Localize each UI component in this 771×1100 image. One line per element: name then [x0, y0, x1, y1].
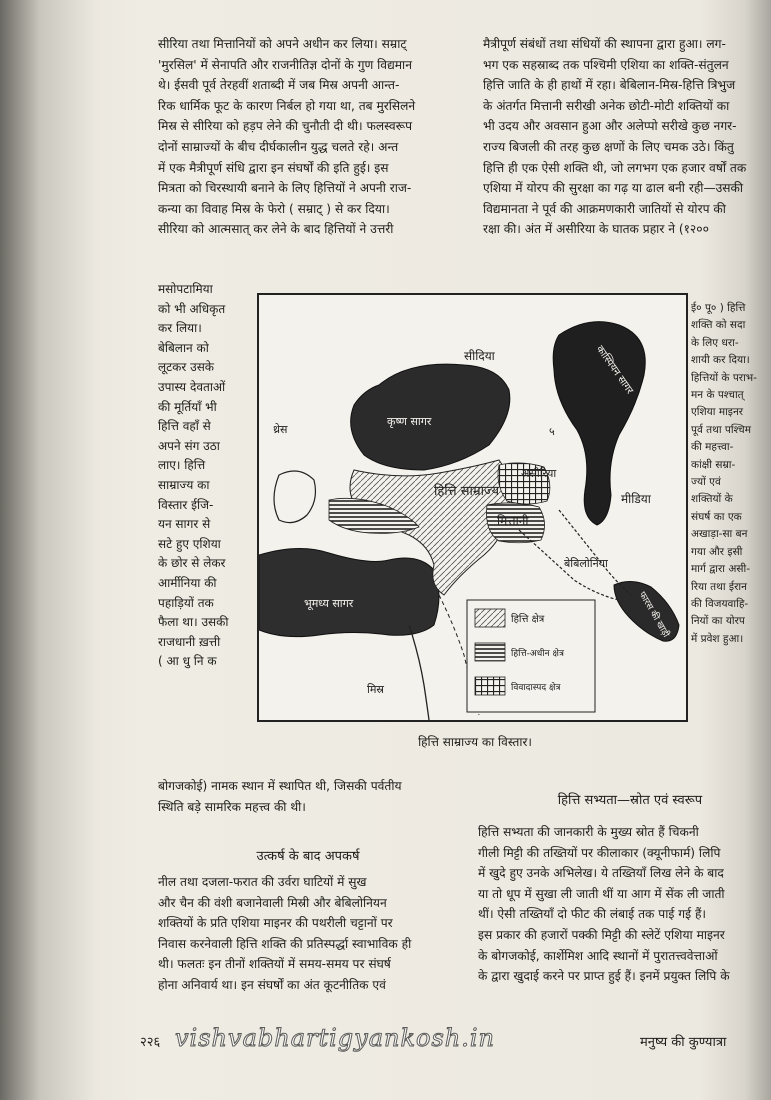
map-label-island-numeral: ५	[549, 425, 555, 438]
text-line: संघर्ष का एक	[691, 510, 742, 523]
text-line: एशिया में योरप की सुरक्षा का गढ़ या ढाल बनी रही—उसकी	[483, 181, 744, 196]
text-line: के द्वारा खुदाई करने पर प्राप्त हुई हैं। इनमें प्रयुक्त लिपि के	[478, 969, 730, 984]
text-line: थी। फलतः इन तीनों शक्तियों में समय-समय पर संघर्ष	[158, 957, 391, 972]
text-line: ( आ धु नि क	[158, 654, 217, 669]
text-line: और चैन की वंशी बजानेवाली मिस्री और बेबिलोनियन	[158, 895, 387, 910]
text-line: भग एक सहस्राब्द तक पश्चिमी एशिया का शक्ति-संतुलन	[483, 57, 729, 72]
text-line: मैत्रीपूर्ण संबंधों तथा संधियों की स्थापना द्वारा हुआ। लग-	[483, 37, 726, 51]
text-line: शक्ति को सदा	[691, 319, 746, 332]
text-line: के लिए धरा-	[691, 336, 739, 349]
text-line: गया और इसी	[691, 545, 743, 558]
map-label-assyria: असीरिया	[521, 467, 557, 480]
text-line: निवास करनेवाली हित्ति शक्ति की प्रतिस्पर्द्धा स्वाभाविक ही	[158, 936, 412, 951]
text-line: नील तथा दजला-फरात की उर्वरा घाटियों में सुख	[158, 875, 367, 889]
map-drawing	[259, 295, 686, 720]
text-line: दोनों साम्राज्यों के बीच दीर्घकालीन युद्ध चलते रहे। अन्त	[158, 139, 399, 154]
map-label-black-sea: कृष्ण सागर	[387, 415, 432, 428]
text-line: विद्यमानता ने पूर्व की आक्रमणकारी जातियों से योरप की	[483, 201, 726, 216]
text-line: इस प्रकार की हजारों पक्की मिट्टी की स्लेटें एशिया माइनर	[478, 927, 725, 942]
left-column-tail-text	[158, 776, 478, 817]
text-line: हित्ति ही एक ऐसी शक्ति थी, जो लगभग एक हजार वर्षों तक	[483, 160, 747, 175]
text-line: आर्मीनिया की	[158, 575, 217, 590]
text-line: रिक धार्मिक फूट के कारण निर्बल हो गया था, तब मुरसिलने	[158, 98, 416, 113]
text-line: बोगजकोई) नामक स्थान में स्थापित थी, जिसकी पर्वतीय	[158, 779, 402, 793]
text-line: रक्षा की। अंत में असीरिया के घातक प्रहार ने (१२००	[483, 222, 709, 237]
text-line: लूटकर उसके	[158, 360, 215, 375]
map-legend	[467, 600, 595, 712]
text-line: में प्रवेश हुआ।	[691, 632, 744, 645]
text-line: को भी अधिकृत	[158, 301, 226, 316]
text-line: एशिया माइनर	[691, 406, 744, 419]
map-label-mitanni: मित्तानी	[497, 514, 529, 528]
text-line: ज्यों एवं	[691, 476, 721, 489]
text-line: पूर्व तथा पश्चिम	[691, 423, 751, 436]
text-line: राजधानी ख़त्ती	[158, 634, 221, 649]
hittite-empire-map	[257, 293, 688, 722]
map-label-hittite-empire: हित्ति साम्राज्य	[434, 484, 500, 499]
text-line: में खुदे हुए उनके अभिलेख। ये तख्तियाँ लिख लेने के बाद	[478, 866, 724, 881]
text-line: मसोपटामिया	[158, 282, 213, 296]
map-label-scythia: सीदिया	[464, 349, 495, 363]
text-line: में एक मैत्रीपूर्ण संधि द्वारा इन संघर्षों की इति हुई। इस	[158, 160, 389, 175]
text-line: उपास्य देवताओं	[158, 379, 226, 394]
text-line: शायी कर दिया।	[691, 354, 750, 367]
text-line: लाए। हित्ति	[158, 458, 206, 473]
watermark: vishvabhartigyankosh.in	[175, 1024, 496, 1052]
text-line: मार्ग द्वारा असी-	[691, 563, 750, 576]
page-number: २२६	[140, 1035, 161, 1050]
legend-label-hittite-area: हित्ति क्षेत्र	[511, 614, 545, 625]
text-line: यन सागर से	[158, 517, 211, 532]
map-label-persian-gulf: फारस की खाड़ी	[636, 590, 671, 640]
text-line: भी उदय और अवसान हुआ और अलेप्पो सरीखे कुछ नगर-	[483, 119, 737, 134]
left-column-bottom-text	[158, 872, 458, 996]
text-line: शक्तियों के प्रति एशिया माइनर की पथरीली चट्टानों पर	[158, 916, 393, 931]
map-label-babylonia: बेबिलोनिया	[564, 557, 608, 570]
text-line: के अंतर्गत मित्तानी सरीखी अनेक छोटी-मोटी शक्तियों का	[483, 98, 730, 113]
right-column-bottom-text	[478, 822, 763, 987]
text-line: 'मुरसिल' में सेनापति और राजनीतिज्ञ दोनों के गुण विद्यमान	[158, 57, 412, 72]
text-line: सीरिया को आत्मसात् कर लेने के बाद हित्तियों ने उत्तरी	[158, 222, 394, 237]
text-line: हित्ति जाति के ही हाथों में रहा। बेबिलान-मिस्र-हित्ति त्रिभुज	[483, 78, 736, 93]
section-heading-sources: हित्ति सभ्यता—स्रोत एवं स्वरूप	[557, 793, 703, 808]
text-line: हित्ति सभ्यता की जानकारी के मुख्य स्रोत हैं चिकनी	[478, 825, 699, 839]
legend-swatch-disputed-area	[475, 677, 505, 695]
text-line: कांक्षी सम्रा-	[691, 458, 736, 471]
text-line: कन्या का विवाह मिस्र के फेरो ( सम्राट् ) से कर दिया।	[158, 201, 390, 216]
text-line: सीरिया तथा मित्तानियों को अपने अधीन कर लिया। सम्राट्	[158, 37, 407, 51]
mediterranean-sea	[259, 548, 439, 636]
nile-river	[409, 625, 429, 720]
text-line: थे। ईसवी पूर्व तेरहवीं शताब्दी में जब मिस्र अपनी आन्त-	[158, 78, 400, 93]
text-line: साम्राज्य का	[158, 477, 210, 492]
right-wrap-text	[691, 300, 757, 648]
text-line: कर लिया।	[158, 321, 202, 336]
map-label-thrace: थ्रेस	[273, 423, 288, 436]
text-line: स्थिति बड़े सामरिक महत्त्व की थी।	[158, 799, 306, 814]
text-line: हित्तियों के पराभ-	[691, 371, 757, 384]
map-label-caspian-sea: कास्पियन सागर	[593, 343, 635, 397]
text-line: मिस्र से सीरिया को हड़प लेने की चुनौती दी थी। फलस्वरूप	[158, 119, 413, 134]
text-line: बेबिलान को	[158, 340, 209, 355]
text-line: के बोगजकोई, कार्शेमिश आदि स्थानों में पुरातत्त्ववेत्ताओं	[478, 948, 718, 963]
legend-label-disputed-area: विवादास्पद क्षेत्र	[511, 683, 561, 693]
section-heading-decline: उत्कर्ष के बाद अपकर्ष	[256, 849, 360, 864]
text-line: हित्ति वहाँ से	[158, 419, 211, 434]
text-line: गीली मिट्टी की तख्तियों पर कीलाकार (क्यूनीफार्म) लिपि	[478, 845, 721, 860]
map-label-media: मीडिया	[621, 492, 651, 506]
text-line: की मूर्तियाँ भी	[158, 399, 217, 414]
text-line: के छोर से लेकर	[158, 556, 226, 571]
text-line: शक्तियों के	[691, 493, 733, 506]
text-line: सटे हुए एशिया	[158, 536, 221, 551]
text-line: मित्रता को चिरस्थायी बनाने के लिए हित्तियों ने अपनी राज-	[158, 181, 412, 196]
left-wrap-text	[158, 280, 250, 672]
text-line: होना अनिवार्य था। इन संघर्षों का अंत कूटनीतिक एवं	[158, 977, 386, 992]
text-line: फैला था। उसकी	[158, 615, 229, 630]
text-line: नियों का योरप	[691, 615, 745, 628]
text-line: रिया तथा ईरान	[691, 580, 747, 593]
text-line: पहाड़ियों तक	[158, 595, 214, 610]
text-line: अपने संग उठा	[158, 438, 220, 453]
text-line: की महत्त्वा-	[691, 441, 734, 454]
legend-swatch-hittite-area	[475, 609, 505, 627]
map-label-mediterranean: भूमध्य सागर	[304, 597, 354, 610]
right-column-top-text	[483, 34, 765, 240]
text-line: विस्तार ईजि-	[158, 497, 214, 512]
text-line: मन के पश्चात्	[691, 389, 744, 402]
text-line: की विजयवाहि-	[691, 597, 749, 610]
running-title: मनुष्य की कुण्यात्रा	[640, 1035, 727, 1050]
left-column-top-text	[158, 34, 460, 240]
text-line: थीं। ऐसी तख्तियाँ दो फीट की लंबाई तक पाई गई हैं।	[478, 907, 707, 922]
text-line: अखाड़ा-सा बन	[691, 528, 748, 541]
map-caption: हित्ति साम्राज्य का विस्तार।	[418, 735, 532, 749]
map-label-egypt: मिस्र	[367, 683, 384, 696]
text-line: ई० पू० ) हित्ति	[691, 302, 746, 314]
text-line: राज्य बिजली की तरह कुछ क्षणों के लिए चमक उठे। किंतु	[483, 139, 734, 154]
legend-label-subject-area: हित्ति-अधीन क्षेत्र	[511, 649, 564, 659]
aegean-coast	[274, 471, 315, 523]
legend-swatch-subject-area	[475, 643, 505, 661]
text-line: या तो धूप में सुखा ली जाती थीं या आग में सेंक ली जाती	[478, 886, 725, 901]
